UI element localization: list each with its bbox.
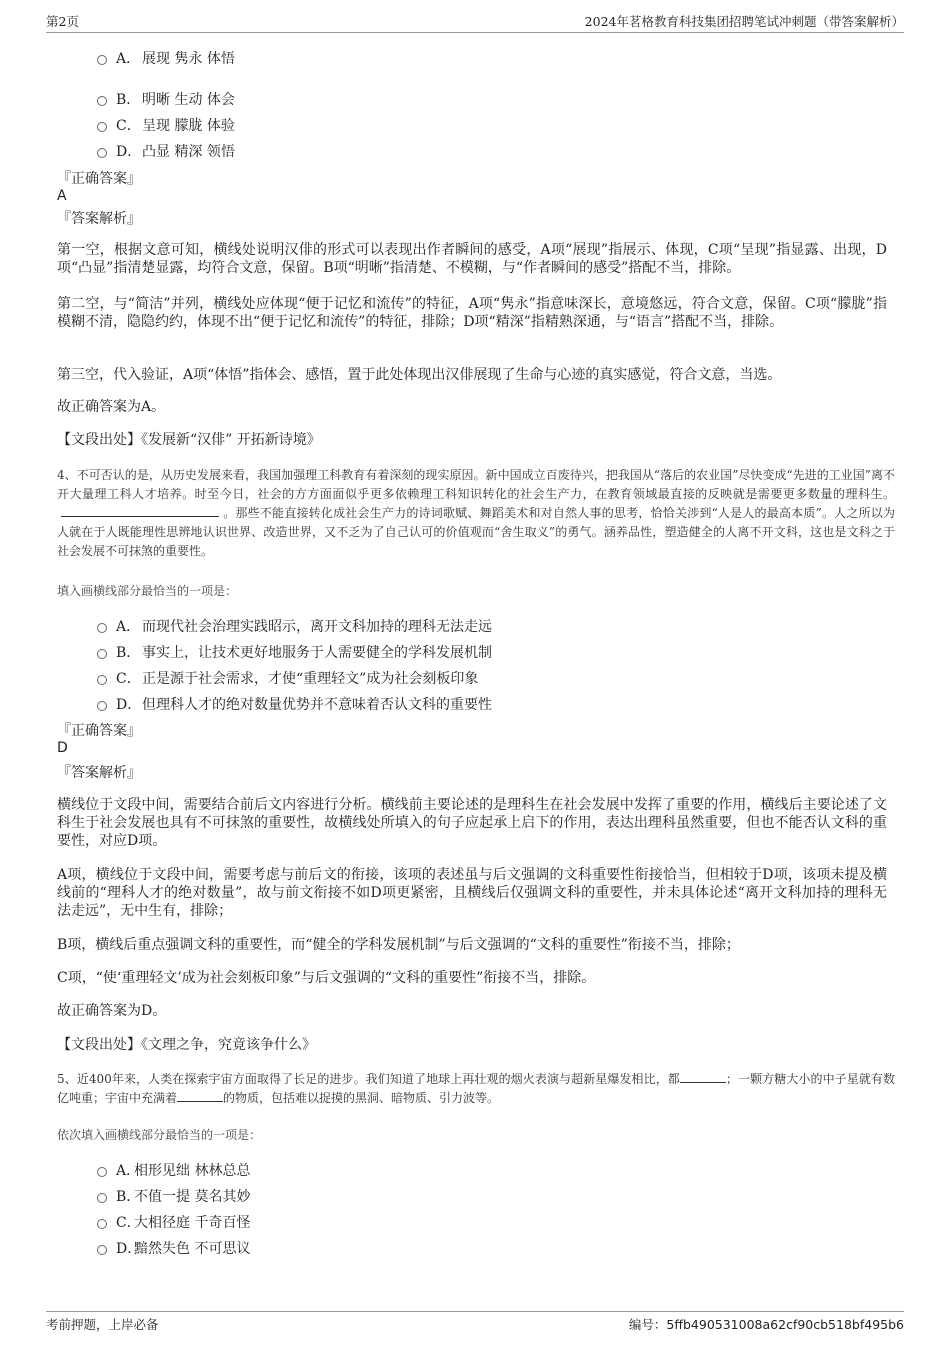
radio-icon[interactable] [97, 1193, 107, 1203]
q4-answer: D [57, 740, 68, 756]
q4-analysis-paragraph: 横线位于文段中间，需要结合前后文内容进行分析。横线前主要论述的是理科生在社会发展中发挥了重要的作用，横线后主要论述了文科生于社会发展也具有不可抹煞的重要性，故横线处所填入的句子应起承上启下的作用，表达出理科虽然重要，但也不能否认文科的重要性，对应D项。 [57, 797, 887, 849]
q3-option-b[interactable] [97, 89, 235, 109]
radio-icon[interactable] [97, 96, 107, 106]
fill-blank[interactable] [680, 1070, 726, 1083]
q4-analysis-paragraph: A项，横线位于文段中间，需要考虑与前后文的衔接，该项的表述虽与后文强调的文科重要性衔接恰当，但相较于D项，该项未提及横线前的“理科人才的绝对数量”，故与前文衔接不如D项更紧密，且横线后仅强调文科的重要性，并未具体论述“离开文科加持的理科无法走远”，无中生有，排除； [57, 867, 887, 919]
q5-option-c[interactable] [97, 1212, 250, 1232]
option-label: C． [116, 671, 141, 687]
q5-option-a[interactable] [97, 1160, 250, 1180]
option-label: A． [116, 51, 141, 67]
q3-option-c[interactable] [97, 115, 235, 135]
q3-analysis-paragraph: 第一空，根据文意可知，横线处说明汉俳的形式可以表现出作者瞬间的感受，A项“展现”指展示、体现，C项“呈现”指显露、出现，D项“凸显”指清楚显露，均符合文意，保留。B项“明晰”指清楚、不模糊，与“作者瞬间的感受”搭配不当，排除。 [57, 242, 887, 276]
q4-analysis-paragraph: 故正确答案为D。 [57, 1003, 167, 1019]
document-id: 编号：5ffb490531008a62cf90cb518bf495b6 [628, 1317, 904, 1332]
radio-icon[interactable] [97, 675, 107, 685]
radio-icon[interactable] [97, 122, 107, 132]
q3-option-a[interactable] [97, 48, 235, 68]
q5-text-c: 的物质，包括难以捉摸的黑洞、暗物质、引力波等。 [223, 1091, 500, 1105]
radio-icon[interactable] [97, 1245, 107, 1255]
q5-text-a: 5、近400年来，人类在探索宇宙方面取得了长足的进步。我们知道了地球上再壮观的烟火表演与超新星爆发相比，都 [57, 1072, 680, 1086]
option-text: 展现 隽永 体悟 [142, 51, 235, 67]
option-text: 相形见绌 林林总总 [134, 1163, 251, 1179]
q3-option-d[interactable] [97, 141, 235, 161]
q4-text-before: 4、不可否认的是，从历史发展来看，我国加强理工科教育有着深刻的现实原因。新中国成立百废待兴，把我国从“落后的农业国”尽快变成“先进的工业国”离不开大量理工科人才培养。时至今日，社会的方方面面似乎更多依赖理工科知识转化的社会生产力，在教育领域最直接的反映就是需要更多数量的理科生。 [57, 468, 895, 501]
option-text: 而现代社会治理实践昭示，离开文科加持的理科无法走远 [142, 619, 492, 635]
option-text: 正是源于社会需求，才使“重理轻文”成为社会刻板印象 [142, 671, 479, 687]
option-text: 明晰 生动 体会 [142, 92, 235, 108]
radio-icon[interactable] [97, 55, 107, 65]
q4-option-b[interactable] [97, 642, 492, 662]
radio-icon[interactable] [97, 1219, 107, 1229]
q4-analysis-paragraph: C项，“使‘重理轻文’成为社会刻板印象”与后文强调的“文科的重要性”衔接不当，排除。 [57, 970, 596, 986]
q4-source: 【文段出处】《文理之争，究竟该争什么》 [57, 1037, 316, 1053]
q4-option-a[interactable] [97, 616, 492, 636]
q3-analysis-paragraph: 第二空，与“简洁”并列，横线处应体现“便于记忆和流传”的特征，A项“隽永”指意味深长，意境悠远，符合文意，保留。C项“朦胧”指模糊不清，隐隐约约，体现不出“便于记忆和流传”的特征，排除；D项“精深”指精熟深通，与“语言”搭配不当，排除。 [57, 296, 887, 330]
radio-icon[interactable] [97, 623, 107, 633]
option-label: B． [116, 92, 141, 108]
q5-option-d[interactable] [97, 1238, 250, 1258]
option-label: D． [116, 144, 142, 160]
q3-source: 【文段出处】《发展新“汉俳” 开拓新诗境》 [57, 432, 321, 448]
q5-prompt: 依次填入画横线部分最恰当的一项是： [57, 1128, 262, 1142]
option-label: A． [116, 619, 141, 635]
option-label: C． [116, 118, 141, 134]
q4-analysis-heading: 『答案解析』 [57, 765, 141, 781]
fill-blank[interactable] [177, 1089, 223, 1102]
radio-icon[interactable] [97, 649, 107, 659]
q4-analysis-paragraph: B项，横线后重点强调文科的重要性，而“健全的学科发展机制”与后文强调的“文科的重要性”衔接不当，排除； [57, 937, 740, 953]
q5-question-text [57, 1070, 895, 1108]
option-label: B． [116, 645, 141, 661]
footer-slogan: 考前押题，上岸必备 [46, 1317, 159, 1332]
q3-analysis-paragraph: 故正确答案为A。 [57, 399, 166, 415]
page-footer [46, 1311, 904, 1335]
q4-text-after: 。那些不能直接转化成社会生产力的诗词歌赋、舞蹈美术和对自然人事的思考，恰恰关涉到“人是人的最高本质”。人之所以为人就在于人既能理性思辨地认识世界、改造世界，又不乏为了自己认可的价值观而“舍生取义”的勇气。涵养品性，塑造健全的人离不开文科，这也是文科之于社会发展不可抹煞的重要性。 [57, 506, 895, 558]
option-text: 凸显 精深 领悟 [142, 144, 235, 160]
q4-question-text [57, 466, 895, 561]
q4-prompt: 填入画横线部分最恰当的一项是： [57, 584, 238, 598]
option-label: A． [116, 1163, 141, 1179]
option-label: B． [116, 1189, 141, 1205]
option-text: 黯然失色 不可思议 [134, 1241, 251, 1257]
option-label: D． [116, 1241, 142, 1257]
option-label: C． [116, 1215, 141, 1231]
option-text: 呈现 朦胧 体验 [142, 118, 235, 134]
q5-option-b[interactable] [97, 1186, 250, 1206]
document-title: 2024年茗格教育科技集团招聘笔试冲刺题（带答案解析） [584, 14, 904, 29]
option-label: D． [116, 697, 142, 713]
radio-icon[interactable] [97, 148, 107, 158]
q5-text-b: ；一颗方糖大小的中子星就有数亿吨重；宇宙中充满着 [57, 1072, 895, 1105]
option-text: 但理科人才的绝对数量优势并不意味着否认文科的重要性 [142, 697, 492, 713]
q3-answer-heading: 『正确答案』 [57, 171, 141, 187]
q3-answer: A [57, 188, 67, 204]
option-text: 事实上，让技术更好地服务于人需要健全的学科发展机制 [142, 645, 492, 661]
option-text: 不值一提 莫名其妙 [134, 1189, 251, 1205]
q4-answer-heading: 『正确答案』 [57, 723, 141, 739]
q4-option-d[interactable] [97, 694, 492, 714]
option-text: 大相径庭 千奇百怪 [134, 1215, 251, 1231]
radio-icon[interactable] [97, 701, 107, 711]
fill-blank[interactable] [61, 504, 219, 517]
radio-icon[interactable] [97, 1167, 107, 1177]
page-number: 第2页 [46, 14, 79, 29]
q4-option-c[interactable] [97, 668, 478, 688]
page-header [46, 12, 904, 33]
q3-analysis-paragraph: 第三空，代入验证，A项“体悟”指体会、感悟，置于此处体现出汉俳展现了生命与心迹的真实感觉，符合文意，当选。 [57, 367, 782, 383]
q3-analysis-heading: 『答案解析』 [57, 211, 141, 227]
